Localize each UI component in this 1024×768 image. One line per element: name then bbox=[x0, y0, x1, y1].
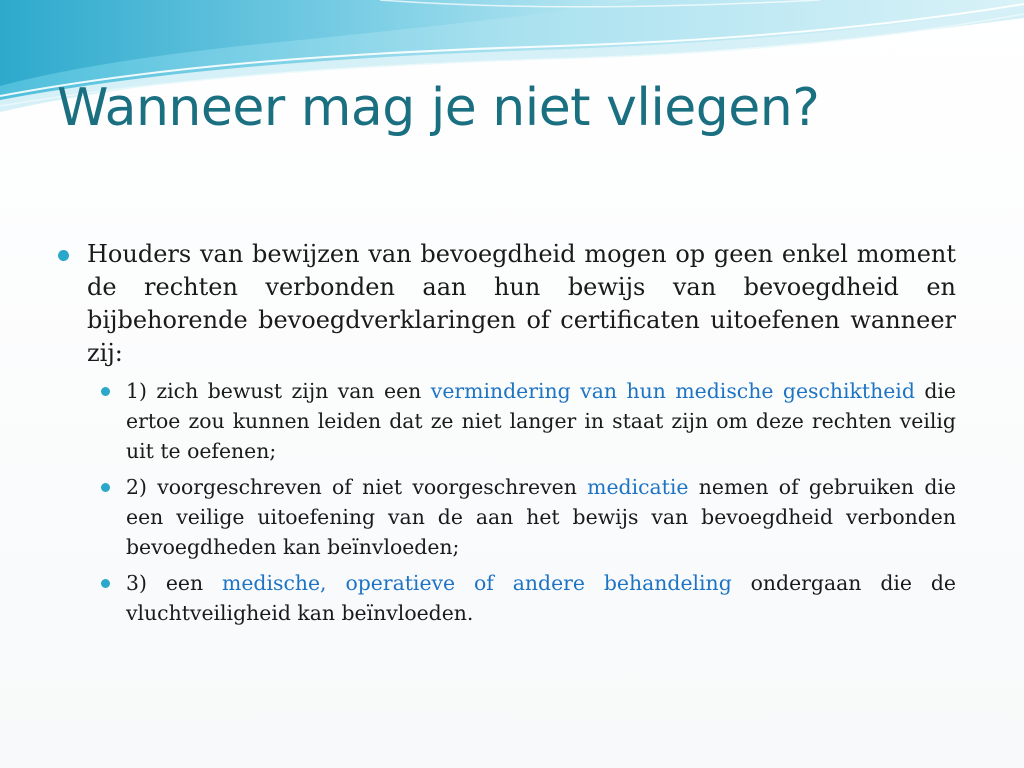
sub-bullet-text: 3) een bbox=[126, 571, 222, 595]
main-bullet-text: Houders van bewijzen van bevoegdheid mogen op geen enkel moment de rechten verbonden aan hun bewijs van bevoegdheid en bijbehorende bevoegdverklaringen of certificaten uitoefenen wanneer zij: bbox=[87, 240, 956, 367]
sub-bullet-2 bbox=[98, 472, 956, 562]
sub-bullet-text: die ertoe zou kunnen leiden dat ze niet langer in staat zijn om deze rechten veilig uit te oefenen; bbox=[126, 379, 956, 463]
sub-bullet-highlight: vermindering van hun medische geschiktheid bbox=[430, 379, 915, 403]
bullet-icon bbox=[101, 387, 110, 396]
sub-bullet-highlight: medische, operatieve of andere behandeling bbox=[222, 571, 732, 595]
bullet-icon bbox=[58, 250, 69, 261]
sub-bullet-1 bbox=[98, 376, 956, 466]
sub-bullet-highlight: medicatie bbox=[587, 475, 689, 499]
slide-body bbox=[58, 238, 956, 634]
sub-bullet-3 bbox=[98, 568, 956, 628]
sub-bullet-text: ondergaan die de vluchtveiligheid kan beïnvloeden. bbox=[126, 571, 956, 625]
bullet-icon bbox=[101, 579, 110, 588]
sub-bullet-list bbox=[98, 376, 956, 628]
sub-bullet-text: nemen of gebruiken die een veilige uitoefening van de aan het bewijs van bevoegdheid verbonden bevoegdheden kan beïnvloeden; bbox=[126, 475, 956, 559]
main-bullet bbox=[58, 238, 956, 370]
slide-title: Wanneer mag je niet vliegen? bbox=[57, 78, 820, 138]
sub-bullet-text: 1) zich bewust zijn van een bbox=[126, 379, 431, 403]
bullet-icon bbox=[101, 483, 110, 492]
sub-bullet-text: 2) voorgeschreven of niet voorgeschreven bbox=[126, 475, 588, 499]
